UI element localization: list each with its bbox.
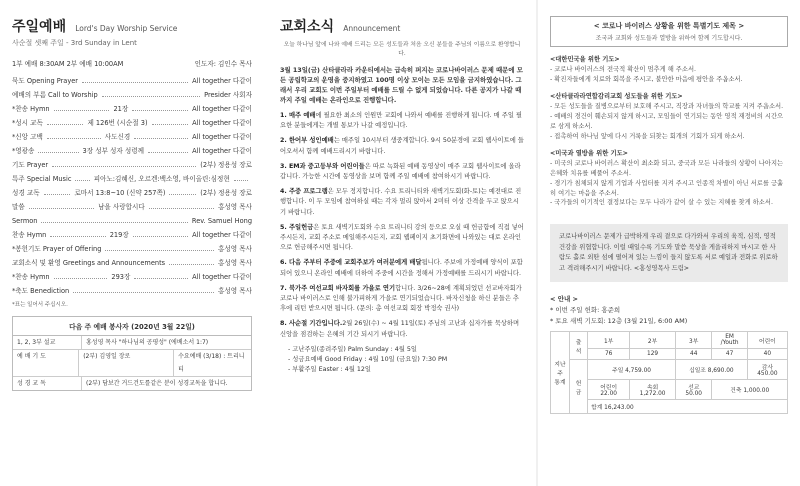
- worship-subtitle: 사순절 셋째 주일 - 3rd Sunday in Lent: [12, 39, 137, 47]
- order-item-detail: 21장: [113, 105, 129, 113]
- order-row: [12, 256, 252, 270]
- announcement-title-en: Announcement: [343, 24, 401, 33]
- table-row: 76 129 44 47 40: [551, 349, 788, 360]
- schedule-item: - 고난주일(종려주일) Palm Sunday : 4월 5일: [288, 345, 417, 353]
- order-item-person: All together 다같이: [192, 147, 253, 155]
- announcement-column: [270, 0, 532, 486]
- guide: [550, 294, 788, 327]
- order-item-label: *찬송 Hymn: [12, 273, 50, 281]
- order-item-person: 홍성영 목사: [218, 203, 253, 211]
- order-row: [12, 172, 252, 186]
- order-item-label: 찬송 Hymn: [12, 231, 47, 239]
- prayer-item: - 접촉하여 하나님 앞에 다시 거룩을 되찾는 회개의 기회가 되게 하소서.: [550, 132, 745, 140]
- order-item-label: *성시 교독: [12, 119, 43, 127]
- announcement-item-body: 는 매주일 10시부터 생중계합니다. 9시 50분경에 교회 웹사이트에 들어오셔서 함께 예배드리시기 바랍니다.: [280, 137, 524, 155]
- order-row: [12, 116, 252, 130]
- announcement-item: [280, 136, 524, 156]
- leader-dots: [73, 292, 214, 293]
- leader-dots: [44, 194, 71, 195]
- order-item-label: 말씀: [12, 203, 25, 211]
- leader-dots: [47, 138, 101, 139]
- order-item-person: (2부) 정용성 장로: [200, 161, 252, 169]
- order-item-person: 홍성영 목사: [218, 287, 252, 295]
- announcement-item-body: 2월 26일(수) ~ 4월 11일(토) 주님의 고난과 십자가를 묵상하며 신앙을 점검하는 은혜의 기간 되시기 바랍니다.: [280, 320, 520, 338]
- order-item-person: All together 다같이: [192, 77, 252, 85]
- table-row: 합계 16,243.00: [551, 400, 788, 414]
- leader-dots: [132, 110, 188, 111]
- prayer-item: - 국가들의 이기적인 결정보다는 모두 나라가 같이 살 수 있는 지혜를 찾게 하소서.: [550, 199, 773, 207]
- leader-dots: [29, 208, 94, 209]
- order-row: [12, 158, 252, 172]
- prayer-column: [540, 0, 800, 486]
- stand-note: *표는 일어서 주십시오.: [12, 302, 68, 308]
- order-item-label: 특주 Special Music: [12, 175, 72, 183]
- order-row: [12, 74, 252, 88]
- order-item-detail: 제 126번 (시순절 3): [87, 119, 148, 127]
- order-item-detail: 사도신경: [104, 133, 131, 141]
- announcement-item: [280, 111, 524, 131]
- order-item-label: *신앙 고백: [12, 133, 43, 141]
- table-row: 어린이 22.00 속회 1,272.00 선교 50.00 건축 1,000.00: [551, 380, 788, 400]
- worship-title-en: Lord's Day Worship Service: [75, 24, 178, 33]
- leader: 인도자: 김인수 목사: [194, 60, 252, 68]
- order-row: [12, 102, 252, 116]
- order-row: [12, 144, 252, 158]
- order-item-detail: 3장 성부 성자 성령께: [82, 147, 144, 155]
- order-item-label: *봉헌기도 Prayer of Offering: [12, 245, 102, 253]
- prayer-item: - 미국의 코로나 바이러스 확산이 최소화 되고, 중국과 모든 나라들의 상황이 나아지는 은혜와 치유를 베풀어 주소서.: [550, 160, 784, 177]
- announcement-item-body: 합니다. 3/26~28에 계획되었던 선교바자회가 코로나 바이러스로 인해 불가피하게 가을로 연기되었습니다. 바자신청을 하신 분들은 추후에 리턴 받으시면 됩니다. (문의: 총 여선교회 회장 박정숙 권사): [280, 284, 522, 313]
- prayer-item: - 코로나 바이러스의 전국적 확산이 멈추게 해 주소서.: [550, 65, 697, 73]
- schedule-item: - 부활주일 Easter : 4월 12일: [288, 366, 371, 374]
- stats-table: [550, 331, 788, 414]
- announcement-item-title: 5. 주일헌금: [280, 223, 314, 231]
- column-divider: [536, 0, 538, 486]
- prayer-sections: [550, 55, 788, 208]
- announcement-item-body: 에 필요한 최소의 인원만 교회에 나와서 예배를 진행하게 됩니다. 매 주일 필요한 분들에게는 개별 통보가 나갈 예정입니다.: [280, 112, 523, 130]
- order-item-person: (2부) 정용성 장로: [200, 189, 253, 197]
- announcement-item-title: 6. 다음 주부터 주중에 교회주보가 여러분에게 배달: [280, 259, 422, 267]
- order-item-label: 성경 교독: [12, 189, 40, 197]
- guide-item: * 토요 새벽 기도회: 12층 (3월 21일, 6:00 AM): [550, 317, 688, 326]
- order-item-person: All together 다같이: [192, 105, 252, 113]
- announcement-item-title: 3. EM과 중고등부와 어린이들: [280, 162, 365, 170]
- pastor-message: 코로나바이러스 문제가 급박하게 우리 곁으로 다가와서 우리의 육적, 심적, 영적 건강을 위협합니다. 이럴 때일수록 기도와 말씀 묵상을 게을리하지 마시고 한 사람도 홀로 외딴 섬에 떨어져 있는 느낌이 들지 않도록 서로 예일과 전화로 위로하고 격려해주시기 바랍니다. <홍성영목사 드림>: [550, 224, 788, 282]
- order-row: [12, 228, 252, 242]
- lent-schedule: [280, 345, 524, 376]
- prayer-section-title: <미국과 열방을 위한 기도>: [550, 150, 628, 158]
- order-row: [12, 242, 252, 256]
- announcement-item-body: 은 따로 녹화된 예배 동영상이 매주 교회 웹사이트에 올라갑니다. 가능한 시간에 동영상을 보며 함께 주일 예배에 참여하시기 바랍니다.: [280, 162, 521, 181]
- announcement-item: [280, 258, 524, 278]
- stats-side-label: 지난 주 통계: [551, 332, 570, 414]
- prayer-item: - 확진자들에게 치료와 회복을 주시고, 불안한 마음에 평안을 주옵소서.: [550, 75, 743, 83]
- leader-dots: [54, 278, 108, 279]
- announcement-item-body: 됩니다. 주보에 가정예배 양식이 포함되어 있으니 온라인 예배에 더하여 주중에 시간을 정해서 가정예배를 드리시기 바랍니다.: [280, 259, 523, 277]
- prayer-item: - 예배의 경건이 훼손되지 않게 하시고, 모임들이 연기되는 동안 영적 재정비의 시간으로 삼게 하소서.: [550, 112, 784, 130]
- prayer-section: [550, 149, 788, 208]
- leader-dots: [38, 152, 78, 153]
- service-times: [12, 58, 252, 70]
- announcement-item-title: 2. 한어부 성인예배: [280, 137, 334, 145]
- order-item-detail: 293장: [111, 273, 131, 281]
- announcement-item: [280, 223, 524, 254]
- order-item-detail: 피아노:김혜신, 오르겐:백소영, 바이올린:심정현: [93, 175, 230, 183]
- order-item-label: *축도 Benediction: [12, 287, 70, 295]
- schedule-item: - 성금요예배 Good Friday : 4월 10일 (금요일) 7:30 PM: [288, 356, 448, 364]
- worship-title: 주일예배: [12, 19, 67, 35]
- order-item-label: 예배의 부름 Call to Worship: [12, 91, 98, 99]
- table-row: 성 경 교 독 (2부) 담보간 거드건도를같은 분이 성경교독을 합니다.: [13, 377, 251, 390]
- order-item-label: 기도 Prayer: [12, 161, 49, 169]
- leader-dots: [169, 264, 214, 265]
- announcement-item-title: 8. 사순절 기간입니다.: [280, 320, 343, 328]
- order-item-person: Presider 사회자: [204, 91, 252, 99]
- announcement-item-body: 은 토요 새벽기도회와 수요 트리니티 강의 등으로 오실 때 헌금함에 직접 넣어 주시든지, 교회 주소로 메일해주시든지, 교회 웹페이지 초기화면에 나와있는 대로 온라인으로 헌금해주시면 됩니다.: [280, 223, 524, 252]
- order-item-person: All together 다같이: [192, 273, 253, 281]
- announcement-item: [280, 319, 524, 339]
- prayer-subtitle: 조국과 교회와 성도들과 열방을 위하여 함께 기도합시다.: [595, 35, 743, 42]
- leader-dots: [149, 208, 214, 209]
- leader-dots: [152, 124, 189, 125]
- leader-dots: [134, 138, 188, 139]
- announcement-item: [280, 162, 524, 182]
- order-item-person: 홍성영 목사: [218, 245, 252, 253]
- order-item-label: Sermon: [12, 217, 38, 225]
- leader-dots: [105, 250, 214, 251]
- announcement-item: [280, 284, 524, 315]
- leader-dots: [169, 194, 196, 195]
- order-item-person: All together 다같이: [192, 119, 252, 127]
- prayer-section: [550, 55, 788, 84]
- announcement-list: [280, 111, 524, 340]
- table-row: 지난 주 통계 출석 1부 2부 3부 EM /Youth 어린이: [551, 332, 788, 349]
- prayer-section-title: <대한민국을 위한 기도>: [550, 56, 620, 63]
- order-item-person: Rev. Samuel Hong: [191, 217, 252, 225]
- lead-announcement: 3월 13일(금) 산타클라라 카운티에서는 급속히 퍼지는 코로나바이러스 문제 때문에 모든 공립학교의 운영을 중지하였고 100명 이상 모이는 모든 모임을 금지하였습니다. 그래서 우리 교회도 이번 주일부터 예배를 드릴 수 없게 되었습니다. 다른 공지가 나갈 때까지 주일 예배는 온라인으로 진행합니다.: [280, 66, 523, 104]
- leader-dots: [102, 96, 200, 97]
- leader-dots: [75, 180, 89, 181]
- announcement-item-title: 4. 주중 프로그램: [280, 188, 328, 196]
- next-week-title: 다음 주 예배 봉사자 (2020년 3월 22일): [13, 317, 251, 336]
- order-item-label: *영광송: [12, 147, 35, 155]
- announcement-title: 교회소식: [280, 19, 335, 35]
- order-item-label: 교회소식 및 환영 Greetings and Announcements: [12, 259, 166, 267]
- leader-dots: [47, 124, 84, 125]
- order-row: [12, 284, 252, 298]
- order-item-person: All together 다같이: [192, 231, 252, 239]
- prayer-item: - 모든 성도들을 질병으로부터 보호해 주시고, 직장과 자녀들의 학교를 지켜 주옵소서.: [550, 103, 784, 111]
- next-week-box: [12, 316, 252, 391]
- prayer-box: [550, 16, 788, 47]
- leader-dots: [54, 110, 110, 111]
- prayer-section-title: <산타클라라연합감리교회 성도들을 위한 기도>: [550, 93, 683, 101]
- order-item-label: *찬송 Hymn: [12, 105, 50, 113]
- guide-item: * 이번 주일 헌화: 홍준희: [550, 306, 621, 315]
- order-item-person: All together 다같이: [192, 133, 253, 141]
- leader-dots: [133, 236, 188, 237]
- worship-header: [12, 16, 252, 48]
- announcement-item: [280, 187, 524, 218]
- table-row: 헌금 주일 4,759.00 십일조 8,690.00 감사 450.00: [551, 360, 788, 380]
- order-item-person: 홍성영 목사: [218, 259, 252, 267]
- order-item-label: 묵도 Opening Prayer: [12, 77, 79, 85]
- prayer-title: < 코로나 바이러스 상황을 위한 특별기도 제목 >: [593, 22, 745, 30]
- leader-dots: [41, 222, 187, 223]
- order-item-detail: 남을 사랑합시다: [98, 203, 145, 211]
- order-row: [12, 186, 252, 200]
- worship-column: [0, 0, 262, 486]
- order-row: [12, 88, 252, 102]
- leader-dots: [234, 180, 248, 181]
- leader-dots: [134, 278, 188, 279]
- leader-dots: [82, 82, 188, 83]
- guide-title: < 안내 >: [550, 295, 578, 304]
- announcement-header: [280, 16, 524, 36]
- order-of-worship: [12, 74, 252, 298]
- prayer-section: [550, 92, 788, 141]
- order-row: [12, 130, 252, 144]
- order-item-detail: 219장: [109, 231, 129, 239]
- leader-dots: [148, 152, 188, 153]
- offering-label: 헌금: [570, 360, 588, 414]
- table-row: 1, 2, 3부 설교 홍성영 목사 "하나님의 공평성" (에베소서 1:7): [13, 336, 251, 350]
- leader-dots: [50, 236, 105, 237]
- announcement-item-body: 은 모두 정지합니다. 수요 트리니티와 새벽기도회(화-토)는 예전대로 진행합니다. 이 두 모임에 참여하실 때는 각자 멀리 앉아서 2미터 이상 간격을 두고 앉으시기 바랍니다.: [280, 188, 522, 216]
- table-row: 예 배 기 도 (2부) 김영일 장로 수요예배 (3/18) : 트리니티: [13, 350, 251, 377]
- order-row: [12, 270, 252, 284]
- order-row: [12, 200, 252, 214]
- attend-label: 출석: [570, 332, 588, 360]
- announcement-item-title: 7. 북가주 여선교회 바자회를 가을로 연기: [280, 284, 396, 292]
- prayer-item: - 경기가 침체되지 않게 기업과 사업터를 지켜 주시고 인종적 차별이 아닌 서로를 긍휼히 여기는 마음을 주소서.: [550, 179, 784, 197]
- welcome-text: 오늘 하나님 앞에 나와 예배 드리는 모든 성도들과 처음 오신 분들을 주님의 이름으로 환영합니다.: [283, 42, 521, 57]
- leader-dots: [52, 166, 196, 167]
- order-item-detail: 로마서 13:8~10 (신약 257쪽): [74, 189, 166, 197]
- announcement-item-title: 1. 매주 예배: [280, 112, 316, 119]
- time-line: 1부 예배 8:30AM 2부 예배 10:00AM: [12, 60, 124, 68]
- order-row: [12, 214, 252, 228]
